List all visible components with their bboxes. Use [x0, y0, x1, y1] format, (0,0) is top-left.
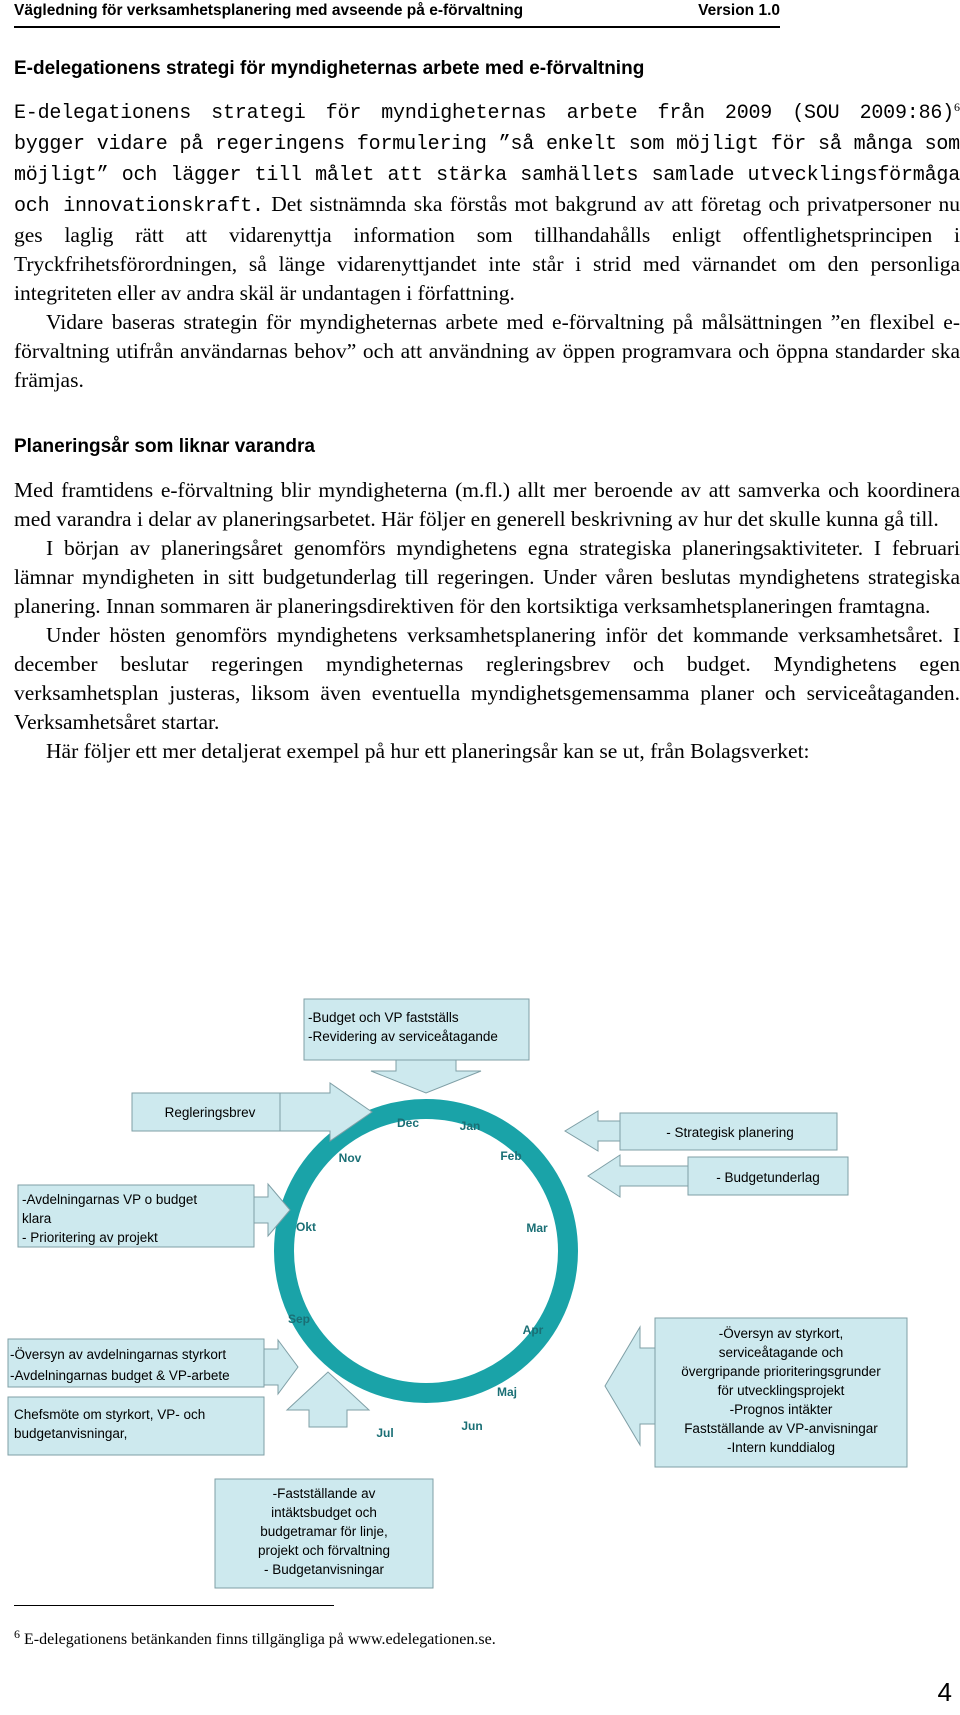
month-label-okt: Okt	[295, 1220, 317, 1234]
month-label-dec: Dec	[396, 1116, 420, 1130]
box-oversyn-styrkort-text: -Översyn av styrkort, serviceåtagande och övergripande prioriteringsgrunder för utvecklingsprojekt -Prognos intäkter Fastställande av VP-anvisningar -Intern kunddialog	[681, 1326, 881, 1455]
footnote-text: E-delegationens betänkanden finns tillgängliga på www.edelegationen.se.	[24, 1631, 496, 1648]
paragraph-1-intro-cont: bygger vidare på regeringens formulering ”så enkelt som möjligt för så många som möjligt” och lägger till målet att stärka samhällets samlade utvecklingsförmåga och innovationskraft.	[14, 133, 960, 218]
arrow-oversyn-avd	[262, 1340, 298, 1394]
arrow-budgetunderlag	[588, 1155, 688, 1197]
page-number: 4	[937, 1677, 952, 1707]
section2-paragraph-3: Under hösten genomförs myndighetens verksamhetsplanering inför det kommande verksamhetsåret. I december beslutar regeringen myndigheternas regleringsbrev och budget. Myndighetens egen verksamhetsplan justeras, liksom även eventuella myndighetsgemensamma planer och serviceåtaganden. Verksamhetsåret startar.	[14, 623, 960, 734]
footnote-rule	[14, 1605, 334, 1606]
month-label-jun: Jun	[461, 1419, 483, 1433]
footnote-number: 6	[14, 1627, 20, 1641]
month-label-nov: Nov	[338, 1151, 362, 1165]
box-budget-vp-text: -Budget och VP fastställs -Revidering av serviceåtagande	[308, 1010, 498, 1044]
section2-paragraph-2: I början av planeringsåret genomförs myndighetens egna strategiska planeringsaktiviteter. I februari lämnar myndigheten in sitt budgetunderlag till regeringen. Under våren beslutas myndighetens strategiska planering. Innan sommaren är planeringsdirektiven för den kortsiktiga verksamhetsplaneringen framtagna.	[14, 536, 960, 618]
footnote	[14, 1627, 496, 1649]
arrow-strategisk	[565, 1111, 620, 1151]
box-oversyn-avd-text: -Översyn av avdelningarnas styrkort -Avdelningarnas budget & VP-arbete	[10, 1347, 230, 1383]
section-heading-strategy: E-delegationens strategi för myndigheternas arbete med e-förvaltning	[14, 58, 645, 79]
year-cycle-ring	[284, 1109, 568, 1393]
month-label-jan: Jan	[459, 1119, 481, 1133]
header-title: Vägledning för verksamhetsplanering med avseende på e-förvaltning	[14, 2, 524, 19]
section2-paragraph-4: Här följer ett mer detaljerat exempel på hur ett planeringsår kan se ut, från Bolagsverket:	[46, 739, 810, 763]
footnote-ref: 6	[954, 100, 960, 114]
paragraph-1-intro: E-delegationens strategi för myndigheternas arbete från 2009 (SOU 2009:86)	[14, 102, 954, 125]
month-label-jul: Jul	[376, 1426, 394, 1440]
box-budgetunderlag-text: - Budgetunderlag	[716, 1170, 820, 1185]
month-label-maj: Maj	[496, 1385, 518, 1399]
arrow-budget-vp	[371, 1059, 481, 1093]
month-label-feb: Feb	[500, 1149, 522, 1163]
section2-paragraph-1: Med framtidens e-förvaltning blir myndigheterna (m.fl.) allt mer beroende av att samverka och koordinera med varandra i delar av planeringsarbetet. Här följer en generell beskrivning av hur det skulle kunna gå till.	[14, 478, 960, 531]
month-label-mar: Mar	[526, 1221, 548, 1235]
paragraph-1-rest: Det sistnämnda ska förstås mot bakgrund av att företag och privatpersoner nu ges laglig rätt att vidarenyttja information som tillhandahålls enligt offentlighetsprincipen i Tryckfrihetsförordningen, så länge vidarenyttjandet inte står i strid med värnandet om den personliga integriteten eller av andra skäl är undantagen i författning.	[14, 192, 960, 305]
arrow-oversyn-styrkort	[605, 1327, 655, 1445]
box-regleringsbrev-text: Regleringsbrev	[164, 1105, 256, 1120]
month-label-apr: Apr	[522, 1323, 544, 1337]
month-label-sep: Sep	[287, 1312, 311, 1326]
box-chefsmote-text: Chefsmöte om styrkort, VP- och budgetanvisningar,	[14, 1407, 206, 1441]
box-strategisk-text: - Strategisk planering	[666, 1125, 794, 1140]
header-version: Version 1.0	[698, 2, 780, 19]
section1-paragraph-2: Vidare baseras strategin för myndigheternas arbete med e-förvaltning på målsättningen ”en flexibel e-förvaltning utifrån användarnas behov” och att användning av öppen programvara och öppna standarder ska främjas.	[14, 310, 960, 392]
box-faststallande-text: -Fastställande av intäktsbudget och budgetramar för linje, projekt och förvaltning - Budgetanvisningar	[257, 1486, 391, 1577]
section-heading-planning: Planeringsår som liknar varandra	[14, 436, 315, 457]
box-avdelningarnas-vp-text: -Avdelningarnas VP o budget klara - Prioritering av projekt	[22, 1192, 198, 1245]
